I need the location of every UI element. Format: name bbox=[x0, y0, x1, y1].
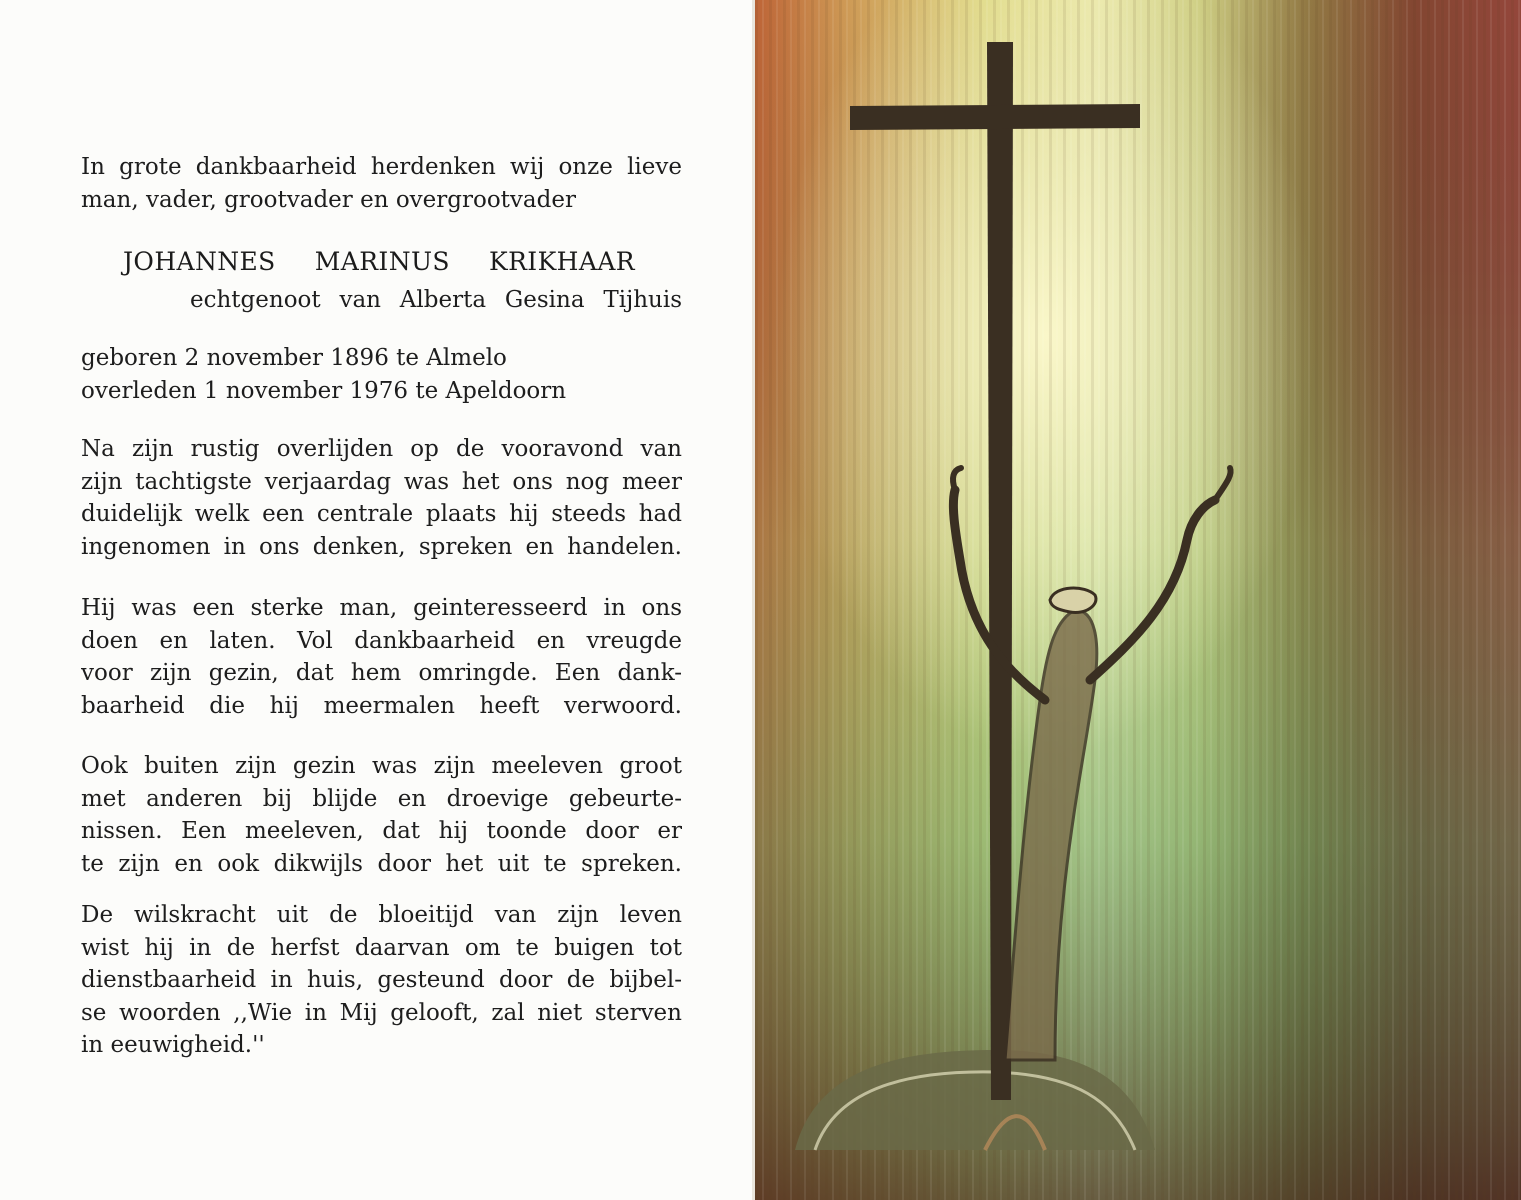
paragraph-line: baarheid die hij meermalen heeft verwoord. bbox=[81, 692, 682, 719]
cross-beam bbox=[850, 104, 1140, 130]
spouse-line: echtgenoot van Alberta Gesina Tijhuis bbox=[190, 287, 682, 313]
death-line: overleden 1 november 1976 te Apeldoorn bbox=[81, 377, 567, 404]
cross-with-figure-painting bbox=[755, 0, 1521, 1200]
paragraph-3 bbox=[81, 750, 682, 880]
paragraph-line: te zijn en ook dikwijls door het uit te spreken. bbox=[81, 850, 682, 877]
paragraph-1 bbox=[81, 433, 682, 563]
paragraph-line: ingenomen in ons denken, spreken en handelen. bbox=[81, 533, 682, 560]
paragraph-line: De wilskracht uit de bloeitijd van zijn leven bbox=[81, 902, 682, 928]
cross-upright bbox=[987, 42, 1013, 1100]
paragraph-line: wist hij in de herfst daarvan om te buigen tot bbox=[81, 934, 682, 961]
paragraph-line: zijn tachtigste verjaardag was het ons nog meer bbox=[81, 468, 682, 495]
paragraph-line: Hij was een sterke man, geinteresseerd in ons bbox=[81, 595, 682, 621]
intro-line: In grote dankbaarheid herdenken wij onze lieve bbox=[81, 154, 682, 180]
paragraph-line: voor zijn gezin, dat hem omringde. Een dank- bbox=[81, 660, 682, 686]
birth-line: geboren 2 november 1896 te Almelo bbox=[81, 345, 507, 371]
dates-text bbox=[81, 342, 682, 407]
painting-texture bbox=[755, 0, 1521, 1200]
paragraph-2 bbox=[81, 592, 682, 722]
paragraph-line: Ook buiten zijn gezin was zijn meeleven groot bbox=[81, 753, 682, 779]
painting-svg bbox=[755, 0, 1521, 1200]
paragraph-line: met anderen bij blijde en droevige gebeurte- bbox=[81, 785, 682, 812]
paragraph-line: Na zijn rustig overlijden op de vooravond van bbox=[81, 436, 682, 462]
paragraph-line: nissen. Een meeleven, dat hij toonde door er bbox=[81, 818, 682, 844]
intro-text bbox=[81, 151, 682, 216]
paragraph-line: dienstbaarheid in huis, gesteund door de bijbel- bbox=[81, 967, 682, 993]
paragraph-line: duidelijk welk een centrale plaats hij steeds had bbox=[81, 501, 682, 527]
paragraph-line: doen en laten. Vol dankbaarheid en vreugde bbox=[81, 627, 682, 654]
deceased-name: JOHANNES MARINUS KRIKHAAR bbox=[123, 247, 635, 276]
figure-head bbox=[1050, 588, 1096, 613]
paragraph-4 bbox=[81, 899, 682, 1062]
intro-line: man, vader, grootvader en overgrootvader bbox=[81, 186, 576, 213]
paragraph-line: se woorden ,,Wie in Mij gelooft, zal niet sterven bbox=[81, 999, 682, 1026]
paragraph-line: in eeuwigheid.'' bbox=[81, 1032, 265, 1058]
text-panel bbox=[0, 0, 752, 1200]
